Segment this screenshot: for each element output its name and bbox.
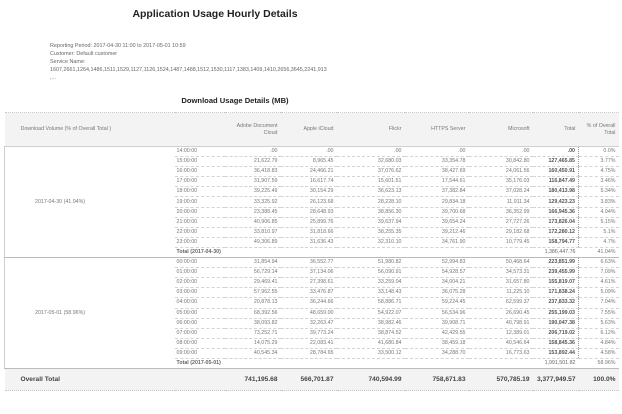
https-cell: 17,544.61 bbox=[405, 177, 469, 187]
flickr-cell: 39,637.94 bbox=[337, 217, 405, 227]
hour-cell: 21:00:00 bbox=[175, 217, 225, 227]
overall-https-cell: 758,671.83 bbox=[405, 369, 469, 391]
apple-cell: 36,552.77 bbox=[281, 258, 337, 268]
header-https-server[interactable]: HTTPS Server bbox=[405, 113, 469, 147]
https-cell: 56,534.96 bbox=[405, 308, 469, 318]
header-total[interactable]: Total bbox=[533, 113, 579, 147]
https-cell: 34,761.90 bbox=[405, 237, 469, 247]
adobe-cell: 56,729.14 bbox=[225, 268, 281, 278]
flickr-cell: 41,680.84 bbox=[337, 338, 405, 348]
hour-cell: 00:00:00 bbox=[175, 258, 225, 268]
subtotal-label: Total (2017-04-30) bbox=[175, 247, 533, 257]
https-cell: 52,994.83 bbox=[405, 258, 469, 268]
row-pct-cell: 3.83% bbox=[579, 197, 619, 207]
subtotal-total-cell: 1,386,447.76 bbox=[533, 247, 579, 257]
customer: Customer: Default customer bbox=[50, 51, 118, 57]
flickr-cell: 51,980.82 bbox=[337, 258, 405, 268]
https-cell: 42,429.55 bbox=[405, 328, 469, 338]
microsoft-cell: 40,546.64 bbox=[469, 338, 533, 348]
subtotal-pct-cell: 41.04% bbox=[579, 247, 619, 257]
adobe-cell: 33,325.92 bbox=[225, 197, 281, 207]
row-total-cell: 255,199.03 bbox=[533, 308, 579, 318]
microsoft-cell: 10,779.45 bbox=[469, 237, 533, 247]
adobe-cell: 31,907.59 bbox=[225, 177, 281, 187]
https-cell: 39,654.24 bbox=[405, 217, 469, 227]
apple-cell: 48,659.00 bbox=[281, 308, 337, 318]
row-pct-cell: 7.09% bbox=[579, 268, 619, 278]
microsoft-cell: 11,911.34 bbox=[469, 197, 533, 207]
adobe-cell: 33,810.97 bbox=[225, 227, 281, 237]
hour-cell: 18:00:00 bbox=[175, 187, 225, 197]
adobe-cell: 36,418.83 bbox=[225, 167, 281, 177]
adobe-cell: 38,093.82 bbox=[225, 318, 281, 328]
microsoft-cell: 62,599.37 bbox=[469, 298, 533, 308]
header-flickr[interactable]: Flickr bbox=[337, 113, 405, 147]
adobe-cell: 73,252.71 bbox=[225, 328, 281, 338]
microsoft-cell: 30,842.80 bbox=[469, 157, 533, 167]
row-pct-cell: 4.84% bbox=[579, 338, 619, 348]
hour-cell: 17:00:00 bbox=[175, 177, 225, 187]
overall-apple-cell: 566,701.87 bbox=[281, 369, 337, 391]
row-pct-cell: 5.09% bbox=[579, 288, 619, 298]
adobe-cell: 23,388.45 bbox=[225, 207, 281, 217]
https-cell: 29,834.18 bbox=[405, 197, 469, 207]
row-total-cell: 223,851.99 bbox=[533, 258, 579, 268]
microsoft-cell: 37,028.24 bbox=[469, 187, 533, 197]
apple-cell: 30,154.29 bbox=[281, 187, 337, 197]
hour-cell: 20:00:00 bbox=[175, 207, 225, 217]
flickr-cell: 36,623.13 bbox=[337, 187, 405, 197]
flickr-cell: 38,982.46 bbox=[337, 318, 405, 328]
subtotal-total-cell: 1,991,501.82 bbox=[533, 358, 579, 368]
apple-cell: 28,648.93 bbox=[281, 207, 337, 217]
adobe-cell: 57,962.55 bbox=[225, 288, 281, 298]
adobe-cell: 21,622.79 bbox=[225, 157, 281, 167]
row-total-cell: 129,423.23 bbox=[533, 197, 579, 207]
apple-cell: 32,263.47 bbox=[281, 318, 337, 328]
adobe-cell: 20,878.13 bbox=[225, 298, 281, 308]
https-cell: 38,459.18 bbox=[405, 338, 469, 348]
microsoft-cell: 31,657.80 bbox=[469, 278, 533, 288]
microsoft-cell: 16,773.63 bbox=[469, 348, 533, 358]
row-total-cell: 127,465.85 bbox=[533, 157, 579, 167]
row-pct-cell: 4.58% bbox=[579, 348, 619, 358]
flickr-cell: 32,680.03 bbox=[337, 157, 405, 167]
hour-cell: 07:00:00 bbox=[175, 328, 225, 338]
row-pct-cell: 5.63% bbox=[579, 318, 619, 328]
header-microsoft[interactable]: Microsoft bbox=[469, 113, 533, 147]
service-name-label: Service Name: bbox=[50, 59, 86, 65]
flickr-cell: 38,255.35 bbox=[337, 227, 405, 237]
microsoft-cell: 27,727.26 bbox=[469, 217, 533, 227]
apple-cell: 16,617.74 bbox=[281, 177, 337, 187]
hour-cell: 06:00:00 bbox=[175, 318, 225, 328]
flickr-cell: 33,148.43 bbox=[337, 288, 405, 298]
row-total-cell: 173,826.04 bbox=[533, 217, 579, 227]
flickr-cell: 37,076.62 bbox=[337, 167, 405, 177]
https-cell: 36,075.28 bbox=[405, 288, 469, 298]
microsoft-cell: 34,573.31 bbox=[469, 268, 533, 278]
header-apple-icloud[interactable]: Apple iCloud bbox=[281, 113, 337, 147]
date-group-label: 2017-04-30 (41.04%) bbox=[5, 147, 175, 258]
apple-cell: 36,244.66 bbox=[281, 298, 337, 308]
download-usage-table bbox=[4, 112, 619, 391]
row-total-cell: 160,450.91 bbox=[533, 167, 579, 177]
https-cell: 39,908.71 bbox=[405, 318, 469, 328]
service-names-ellipsis: ,... bbox=[50, 75, 56, 81]
reporting-period: Reporting Period: 2017-04-30 11:00 to 2017-05-01 10:59 bbox=[50, 43, 186, 49]
adobe-cell: 40,906.85 bbox=[225, 217, 281, 227]
row-pct-cell: 4.94% bbox=[579, 207, 619, 217]
row-total-cell: 180,413.98 bbox=[533, 187, 579, 197]
row-pct-cell: 3.77% bbox=[579, 157, 619, 167]
row-pct-cell: 5.34% bbox=[579, 187, 619, 197]
hour-cell: 16:00:00 bbox=[175, 167, 225, 177]
header-pct-overall[interactable]: % of Overall Total bbox=[579, 113, 619, 147]
flickr-cell: 15,601.51 bbox=[337, 177, 405, 187]
row-pct-cell: 0.0% bbox=[579, 147, 619, 157]
row-total-cell: 158,794.77 bbox=[533, 237, 579, 247]
apple-cell: 28,784.65 bbox=[281, 348, 337, 358]
https-cell: 54,928.57 bbox=[405, 268, 469, 278]
hour-cell: 01:00:00 bbox=[175, 268, 225, 278]
hour-cell: 23:00:00 bbox=[175, 237, 225, 247]
flickr-cell: 33,500.12 bbox=[337, 348, 405, 358]
service-names: 1607,2661,1264,1486,1511,1529,1127,1126,1524,1487,1488,1512,1530,1117,1383,1409,1410,2656,3645,2241,913 bbox=[50, 67, 327, 73]
row-pct-cell: 6.63% bbox=[579, 258, 619, 268]
hour-cell: 22:00:00 bbox=[175, 227, 225, 237]
row-pct-cell: 5.15% bbox=[579, 217, 619, 227]
overall-total-cell: 3,377,949.57 bbox=[533, 369, 579, 391]
https-cell: 34,288.70 bbox=[405, 348, 469, 358]
apple-cell: 31,818.66 bbox=[281, 227, 337, 237]
row-pct-cell: 4.7% bbox=[579, 237, 619, 247]
https-cell: 39,212.46 bbox=[405, 227, 469, 237]
apple-cell: 33,476.87 bbox=[281, 288, 337, 298]
row-pct-cell: 4.75% bbox=[579, 167, 619, 177]
flickr-cell: 38,856.30 bbox=[337, 207, 405, 217]
hour-cell: 05:00:00 bbox=[175, 308, 225, 318]
apple-cell: 27,398.61 bbox=[281, 278, 337, 288]
apple-cell: 31,636.43 bbox=[281, 237, 337, 247]
flickr-cell: 28,228.10 bbox=[337, 197, 405, 207]
adobe-cell: 39,225.49 bbox=[225, 187, 281, 197]
header-adobe-document-cloud[interactable]: Adobe Document Cloud bbox=[225, 113, 281, 147]
row-total-cell: .00 bbox=[533, 147, 579, 157]
date-group-label: 2017-05-01 (58.96%) bbox=[5, 258, 175, 369]
header-download-volume[interactable]: Download Volume (% of Overall Total ) bbox=[5, 113, 225, 147]
apple-cell: 8,965.45 bbox=[281, 157, 337, 167]
hour-cell: 04:00:00 bbox=[175, 298, 225, 308]
adobe-cell: 31,854.94 bbox=[225, 258, 281, 268]
table-header-row bbox=[5, 113, 619, 147]
flickr-cell: 38,874.52 bbox=[337, 328, 405, 338]
row-total-cell: 171,838.24 bbox=[533, 288, 579, 298]
overall-pct-cell: 100.0% bbox=[579, 369, 619, 391]
https-cell: 37,382.84 bbox=[405, 187, 469, 197]
adobe-cell: 68,392.56 bbox=[225, 308, 281, 318]
row-total-cell: 158,845.36 bbox=[533, 338, 579, 348]
flickr-cell: 56,090.91 bbox=[337, 268, 405, 278]
apple-cell: .00 bbox=[281, 147, 337, 157]
adobe-cell: 29,469.41 bbox=[225, 278, 281, 288]
microsoft-cell: 11,225.10 bbox=[469, 288, 533, 298]
hour-cell: 08:00:00 bbox=[175, 338, 225, 348]
overall-microsoft-cell: 570,785.19 bbox=[469, 369, 533, 391]
row-pct-cell: 6.12% bbox=[579, 328, 619, 338]
row-total-cell: 237,833.32 bbox=[533, 298, 579, 308]
microsoft-cell: 50,468.64 bbox=[469, 258, 533, 268]
report-metadata bbox=[50, 42, 327, 82]
row-pct-cell: 4.61% bbox=[579, 278, 619, 288]
apple-cell: 25,899.76 bbox=[281, 217, 337, 227]
https-cell: 39,700.68 bbox=[405, 207, 469, 217]
flickr-cell: 32,310.10 bbox=[337, 237, 405, 247]
report-title: Application Usage Hourly Details bbox=[132, 8, 298, 20]
flickr-cell: .00 bbox=[337, 147, 405, 157]
https-cell: 34,004.21 bbox=[405, 278, 469, 288]
microsoft-cell: 40,798.91 bbox=[469, 318, 533, 328]
microsoft-cell: 35,176.03 bbox=[469, 177, 533, 187]
overall-total-row bbox=[5, 369, 619, 391]
row-total-cell: 166,945.36 bbox=[533, 207, 579, 217]
https-cell: 59,224.45 bbox=[405, 298, 469, 308]
row-pct-cell: 3.46% bbox=[579, 177, 619, 187]
microsoft-cell: .00 bbox=[469, 147, 533, 157]
hour-cell: 15:00:00 bbox=[175, 157, 225, 167]
https-cell: .00 bbox=[405, 147, 469, 157]
table-row bbox=[5, 258, 619, 268]
flickr-cell: 54,922.07 bbox=[337, 308, 405, 318]
row-total-cell: 116,847.49 bbox=[533, 177, 579, 187]
microsoft-cell: 12,389.01 bbox=[469, 328, 533, 338]
row-total-cell: 206,719.02 bbox=[533, 328, 579, 338]
row-pct-cell: 7.55% bbox=[579, 308, 619, 318]
row-pct-cell: 5.1% bbox=[579, 227, 619, 237]
row-pct-cell: 7.04% bbox=[579, 298, 619, 308]
overall-adobe-cell: 741,195.68 bbox=[225, 369, 281, 391]
https-cell: 38,427.69 bbox=[405, 167, 469, 177]
subtotal-label: Total (2017-05-01) bbox=[175, 358, 533, 368]
adobe-cell: 14,075.29 bbox=[225, 338, 281, 348]
overall-flickr-cell: 740,594.99 bbox=[337, 369, 405, 391]
row-total-cell: 239,455.99 bbox=[533, 268, 579, 278]
microsoft-cell: 24,061.56 bbox=[469, 167, 533, 177]
subtotal-pct-cell: 58.96% bbox=[579, 358, 619, 368]
apple-cell: 39,773.24 bbox=[281, 328, 337, 338]
hour-cell: 19:00:00 bbox=[175, 197, 225, 207]
overall-total-label: Overall Total bbox=[5, 369, 225, 391]
adobe-cell: 49,306.89 bbox=[225, 237, 281, 247]
apple-cell: 24,466.21 bbox=[281, 167, 337, 177]
hour-cell: 03:00:00 bbox=[175, 288, 225, 298]
table-row bbox=[5, 147, 619, 157]
row-total-cell: 155,819.07 bbox=[533, 278, 579, 288]
apple-cell: 26,123.68 bbox=[281, 197, 337, 207]
microsoft-cell: 36,352.99 bbox=[469, 207, 533, 217]
microsoft-cell: 26,690.45 bbox=[469, 308, 533, 318]
row-total-cell: 153,892.44 bbox=[533, 348, 579, 358]
table-title: Download Usage Details (MB) bbox=[181, 96, 289, 105]
flickr-cell: 58,886.71 bbox=[337, 298, 405, 308]
flickr-cell: 33,259.04 bbox=[337, 278, 405, 288]
hour-cell: 09:00:00 bbox=[175, 348, 225, 358]
hour-cell: 02:00:00 bbox=[175, 278, 225, 288]
apple-cell: 22,083.41 bbox=[281, 338, 337, 348]
row-total-cell: 190,047.38 bbox=[533, 318, 579, 328]
row-total-cell: 172,280.12 bbox=[533, 227, 579, 237]
adobe-cell: 40,545.34 bbox=[225, 348, 281, 358]
hour-cell: 14:00:00 bbox=[175, 147, 225, 157]
apple-cell: 37,134.06 bbox=[281, 268, 337, 278]
microsoft-cell: 29,182.68 bbox=[469, 227, 533, 237]
https-cell: 33,354.78 bbox=[405, 157, 469, 167]
adobe-cell: .00 bbox=[225, 147, 281, 157]
